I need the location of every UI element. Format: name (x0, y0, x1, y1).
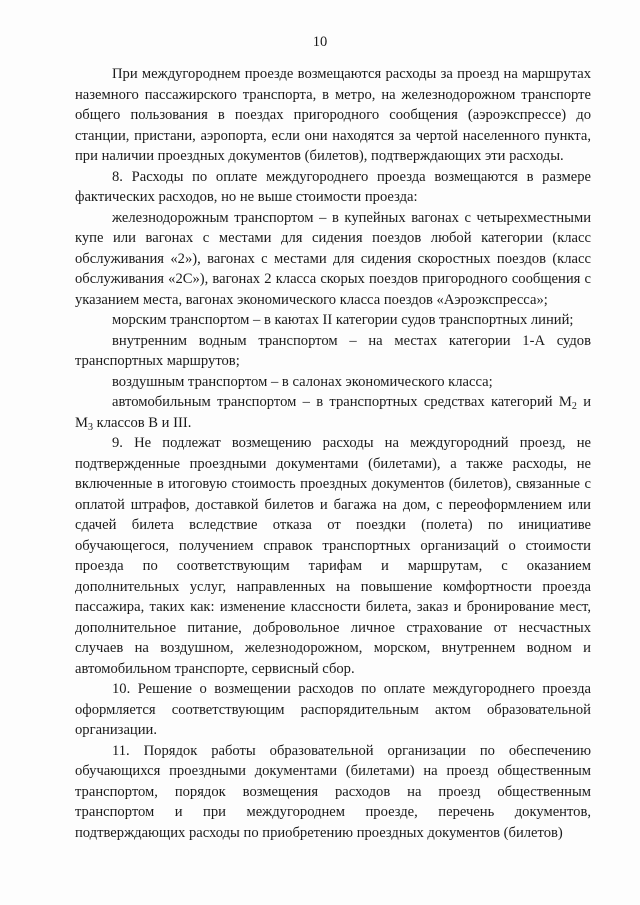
auto-subscript-3: 3 (87, 421, 93, 433)
paragraph-intercity-transport: При междугороднем проезде возмещаются расходы за проезд на маршрутах наземного пассажирского транспорта, в метро, на железнодорожном транспорте общего пользования в поездах пригородного сообщения (аэроэкспрессе) до станции, пристани, аэропорта, если они находятся за чертой населенного пункта, при наличии проездных документов (билетов), подтверждающих эти расходы. (75, 66, 591, 164)
page-number: 10 (312, 34, 328, 50)
auto-text-after: классов B и III. (92, 414, 192, 431)
auto-text-before: автомобильным транспортом – в транспортных средствах категорий M (112, 394, 572, 410)
auto-subscript-2: 2 (571, 401, 577, 412)
auto-text-middle: и M (75, 394, 591, 431)
paragraph-8-auto (75, 392, 591, 433)
paragraph-8-sea: морским транспортом – в каютах II категории судов транспортных линий; (112, 312, 574, 328)
paragraph-8: 8. Расходы по оплате междугороднего проезда возмещаются в размере фактических расходов, но не выше стоимости проезда: (75, 168, 591, 205)
paragraph-8-rail: железнодорожным транспортом – в купейных вагонах с четырехместными купе или вагонах с местами для сидения поездов любой категории (класс обслуживания «2»), вагонах с местами для сидения скоростных поездов (класс обслуживания «2С»), вагонах 2 класса скорых поездов пригородного сообщения с указанием места, вагонах экономического класса поездов «Аэроэкспресса»; (75, 209, 591, 308)
paragraph-8-river: внутренним водным транспортом – на местах категории 1-А судов транспортных маршрутов; (75, 332, 591, 369)
paragraph-11: 11. Порядок работы образовательной организации по обеспечению обучающихся проездными документами (билетами) на проезд общественным транспортом, порядок возмещения расходов на проезд общественным транспортом и при междугороднем проезде, перечень документов, подтверждающих расходы по приобретению проездных документов (билетов) (75, 742, 591, 841)
paragraph-10: 10. Решение о возмещении расходов по оплате междугороднего проезда оформляется соответствующим распорядительным актом образовательной организации. (75, 681, 591, 738)
document-body (75, 64, 591, 843)
paragraph-8-air: воздушным транспортом – в салонах экономического класса; (112, 373, 493, 390)
paragraph-9: 9. Не подлежат возмещению расходы на междугородний проезд, не подтвержденные проездными документами (билетами), а также расходы, не включенные в итоговую стоимость проездных документов (билетов), связанные с оплатой штрафов, доставкой билетов и багажа на дом, с переоформлением или сдачей билета вследствие отказа от поездки (полета) по инициативе обучающегося, получением справок транспортных организаций о стоимости проезда по соответствующим тарифам и маршрутам, с оказанием дополнительных услуг, направленных на повышение комфортности проезда пассажира, таких как: изменение классности билета, заказ и бронирование мест, дополнительное питание, добровольное личное страхование от несчастных случаев на воздушном, железнодорожном, морском, внутреннем водном и автомобильном транспорте, сервисный сбор. (75, 435, 591, 677)
